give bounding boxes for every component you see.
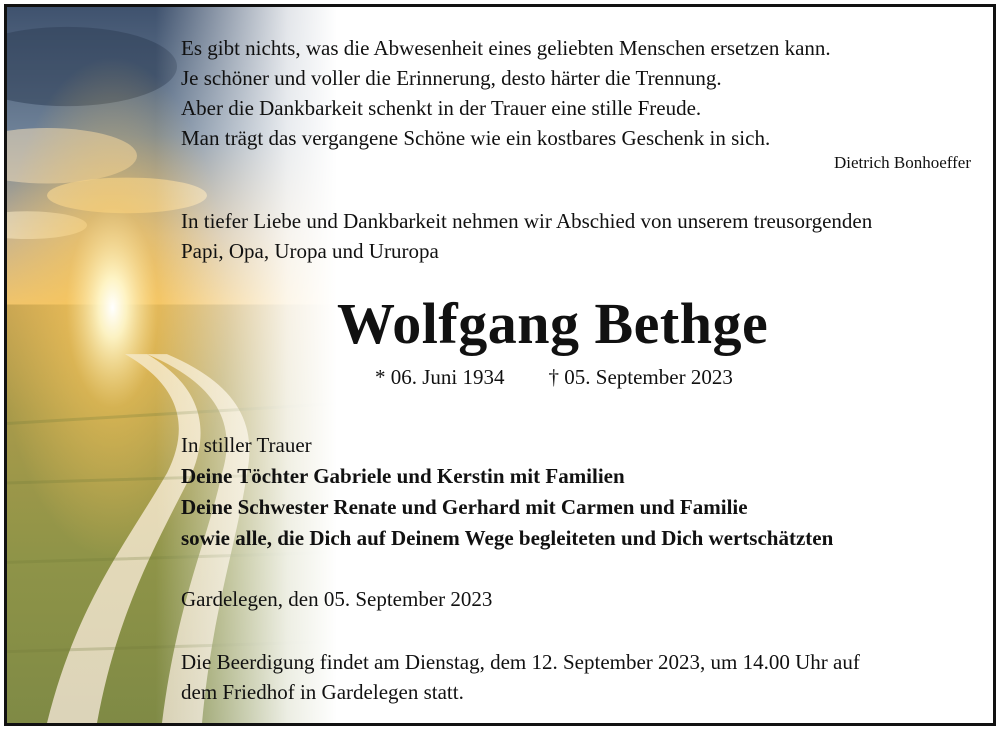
mourners-heading: In stiller Trauer bbox=[181, 433, 312, 457]
mourner-line: sowie alle, die Dich auf Deinem Wege begleiteten und Dich wertschätzten bbox=[181, 526, 834, 550]
quote-line: Je schöner und voller die Erinnerung, desto härter die Trennung. bbox=[181, 66, 722, 90]
quote-line: Man trägt das vergangene Schöne wie ein kostbares Geschenk in sich. bbox=[181, 126, 771, 150]
intro-line: In tiefer Liebe und Dankbarkeit nehmen wir Abschied von unserem treusorgenden bbox=[181, 209, 873, 233]
birth-date: * 06. Juni 1934 bbox=[375, 365, 505, 389]
quote-author: Dietrich Bonhoeffer bbox=[833, 153, 971, 172]
funeral-line: Die Beerdigung findet am Dienstag, dem 12. September 2023, um 14.00 Uhr auf bbox=[181, 650, 860, 674]
obituary-notice bbox=[4, 4, 996, 726]
mourner-line: Deine Schwester Renate und Gerhard mit Carmen und Familie bbox=[181, 495, 748, 519]
quote-line: Aber die Dankbarkeit schenkt in der Trauer eine stille Freude. bbox=[181, 96, 702, 120]
death-date: † 05. September 2023 bbox=[548, 365, 733, 389]
intro-line: Papi, Opa, Uropa und Ururopa bbox=[181, 239, 439, 263]
place-date: Gardelegen, den 05. September 2023 bbox=[181, 587, 493, 611]
mourner-line: Deine Töchter Gabriele und Kerstin mit Familien bbox=[181, 464, 625, 488]
deceased-name: Wolfgang Bethge bbox=[337, 291, 769, 356]
quote-line: Es gibt nichts, was die Abwesenheit eines geliebten Menschen ersetzen kann. bbox=[181, 36, 831, 60]
funeral-line: dem Friedhof in Gardelegen statt. bbox=[181, 680, 464, 704]
life-dates bbox=[375, 365, 733, 390]
